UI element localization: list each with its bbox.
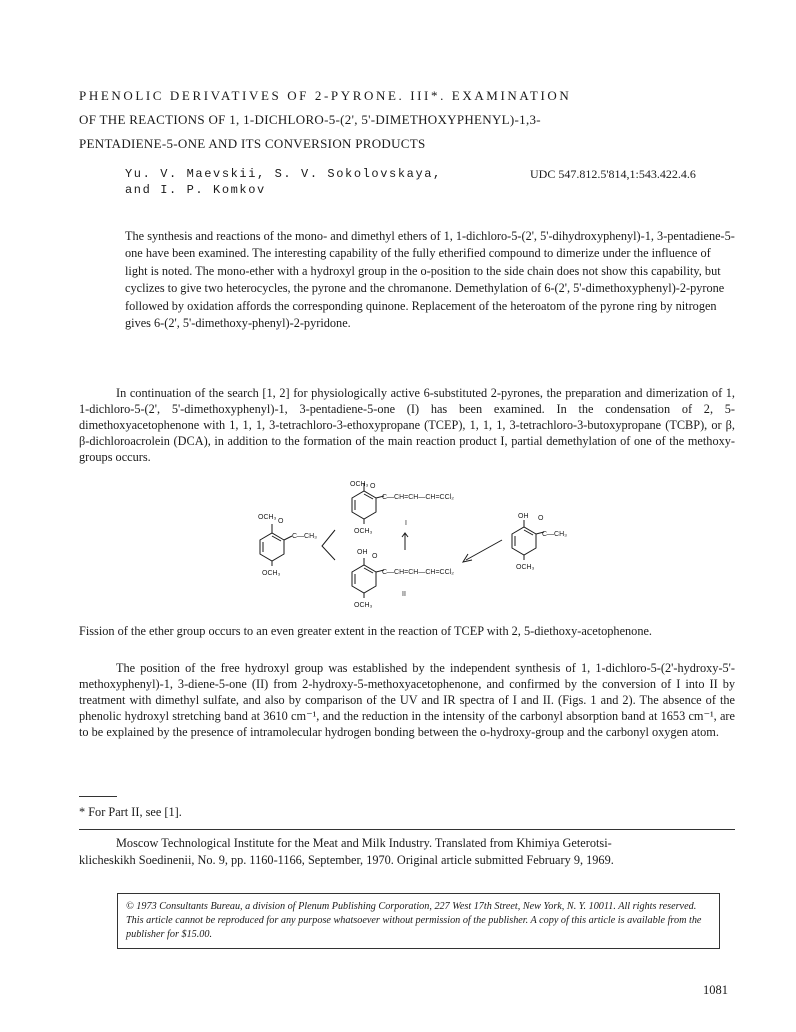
compound-top-oxygen: O	[370, 483, 376, 490]
udc-code: UDC 547.812.5'814,1:543.422.4.6	[530, 167, 696, 181]
institute-note	[79, 835, 739, 869]
authors-line-1: Yu. V. Maevskii, S. V. Sokolovskaya,	[125, 167, 442, 181]
compound-bottom	[352, 549, 454, 609]
institute-note-line-2: klicheskikh Soedinenii, No. 9, pp. 1160-1166, September, 1970. Original article submitted February 9, 1969.	[79, 853, 614, 867]
compound-top-label: I	[405, 520, 407, 527]
article-title-line-1: PHENOLIC DERIVATIVES OF 2-PYRONE. III*. EXAMINATION	[79, 88, 572, 103]
copyright-box: © 1973 Consultants Bureau, a division of Plenum Publishing Corporation, 227 West 17th Street, New York, N. Y. 10011. All rights reserved. This article cannot be reproduced for any purpose whatsoever without permission of the publisher. A copy of this article is available from the publisher for $15.00.	[117, 893, 720, 949]
reverse-arrow	[322, 530, 335, 560]
compound-right	[512, 513, 567, 571]
compound-right-chain: C—CH₃	[542, 531, 568, 538]
abstract: The synthesis and reactions of the mono- and dimethyl ethers of 1, 1-dichloro-5-(2', 5'-dihydroxyphenyl)-1, 3-pentadiene-5-one have been examined. The interesting capability of the fully etherified compound to dimerize under the influence of light is noted. The mono-ether with a hydroxyl group in the o-position to the side chain does not show this capability, but cyclizes to give two heterocycles, the pyrone and the chromanone. Demethylation of 6-(2', 5'-dimethoxyphenyl)-2-pyrone followed by oxidation affords the corresponding quinone. Replacement of the heteroatom of the pyrone ring by nitrogen gives 6-(2', 5'-dimethoxy-phenyl)-2-pyridone.	[125, 229, 735, 331]
compound-right-sub-top: OH	[518, 513, 529, 520]
compound-right-oxygen: O	[538, 515, 544, 522]
institute-note-line-1: Moscow Technological Institute for the Meat and Milk Industry. Translated from Khimiya Geterotsi-	[116, 836, 612, 850]
body-paragraph-3: The position of the free hydroxyl group was established by the independent synthesis of 1, 1-dichloro-5-(2'-hydroxy-5'-methoxyphenyl)-1, 3-diene-5-one (II) from 2-hydroxy-5-methoxyacetophenone, and confirmed by the conversion of I into II by treatment with dimethyl sulfate, and also by comparison of the UV and IR spectra of I and II. (Figs. 1 and 2). The absence of the phenolic hydroxyl stretching band at 3610 cm⁻¹, and the reduction in the intensity of the carbonyl absorption band at 1653 cm⁻¹, are to be explained by the presence of intramolecular hydrogen bonding between the o-hydroxy-group and the carbonyl oxygen atom.	[79, 661, 735, 739]
compound-left-oxygen: O	[278, 518, 284, 525]
footnote: * For Part II, see [1].	[79, 805, 182, 819]
compound-bottom-sub-top: OH	[357, 549, 368, 556]
footnote-divider	[79, 796, 117, 797]
reaction-scheme	[240, 478, 580, 618]
body-paragraph-2: Fission of the ether group occurs to an even greater extent in the reaction of TCEP with 2, 5-diethoxy-acetophenone.	[79, 624, 652, 638]
compound-top	[350, 481, 454, 535]
compound-bottom-chain: C—CH=CH—CH=CCl₂	[382, 569, 454, 576]
article-title-line-3: PENTADIENE-5-ONE AND ITS CONVERSION PRODUCTS	[79, 136, 426, 151]
authors-line-2: and I. P. Komkov	[125, 183, 266, 197]
compound-left-chain: C—CH₃	[292, 533, 318, 540]
compound-bottom-label: II	[402, 591, 406, 598]
article-title-line-2: OF THE REACTIONS OF 1, 1-DICHLORO-5-(2', 5'-DIMETHOXYPHENYL)-1,3-	[79, 112, 541, 127]
institute-divider	[79, 829, 735, 830]
compound-top-sub-bottom: OCH₃	[354, 528, 373, 535]
body-paragraph-1: In continuation of the search [1, 2] for physiologically active 6-substituted 2-pyrones, the preparation and dimerization of 1, 1-dichloro-5-(2', 5'-dimethoxyphenyl)-1, 3-pentadiene-5-one (I) has been examined. In the condensation of 2, 5-dimethoxyacetophenone with 1, 1, 1, 3-tetrachloro-3-ethoxypropane (TCEP), 1, 1, 1, 3-tetrachloro-3-butoxypropane (TCBP), or β, β-dichloroacrolein (DCA), in addition to the formation of the main reaction product I, partial demethylation of one of the methoxy-groups occurs.	[79, 386, 735, 464]
page-number: 1081	[703, 983, 728, 997]
compound-bottom-sub-bottom: OCH₃	[354, 602, 373, 609]
compound-left-sub-bottom: OCH₃	[262, 570, 281, 577]
compound-bottom-oxygen: O	[372, 553, 378, 560]
compound-left	[258, 514, 317, 577]
forward-arrow	[466, 540, 502, 560]
compound-left-sub-top: OCH₃	[258, 514, 277, 521]
compound-top-chain: C—CH=CH—CH=CCl₂	[382, 494, 454, 501]
compound-top-sub-top: OCH₃	[350, 481, 369, 488]
compound-right-sub-bottom: OCH₃	[516, 564, 535, 571]
